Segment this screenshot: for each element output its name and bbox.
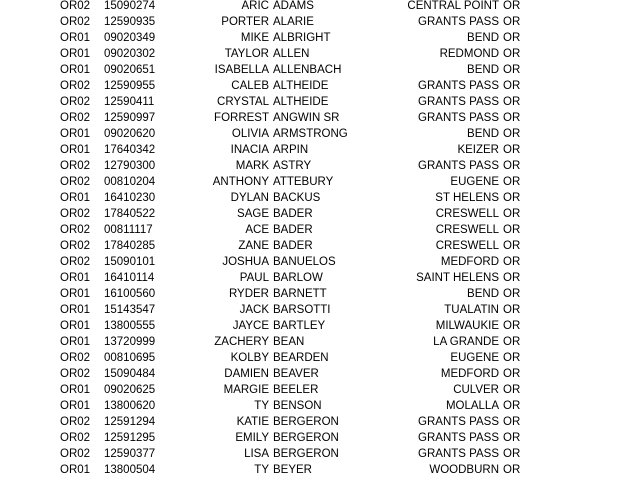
city: ST HELENS (435, 192, 499, 204)
city: CULVER (453, 384, 499, 396)
table-row (0, 94, 640, 110)
member-id: 13720999 (104, 336, 156, 348)
city: CRESWELL (435, 208, 499, 220)
table-row (0, 382, 640, 398)
member-id: 00811117 (104, 224, 153, 236)
first-name: RYDER (228, 288, 269, 300)
state: OR (503, 272, 521, 284)
table-row (0, 142, 640, 158)
last-name: ARMSTRONG (273, 128, 348, 140)
state: OR (503, 80, 521, 92)
region-code: OR01 (60, 304, 91, 316)
region-code: OR02 (60, 96, 91, 108)
region-code: OR01 (60, 32, 91, 44)
city: MOLALLA (445, 400, 499, 412)
city: WOODBURN (429, 464, 499, 476)
city: TUALATIN (444, 304, 499, 316)
member-id: 00810695 (104, 352, 156, 364)
table-row (0, 286, 640, 302)
first-name: INACIA (230, 144, 269, 156)
last-name: ALLENBACH (273, 64, 342, 76)
member-id: 12591295 (104, 432, 156, 444)
member-id: 12591294 (104, 416, 156, 428)
member-id: 12590377 (104, 448, 156, 460)
first-name: ZANE (238, 240, 269, 252)
member-id: 17840522 (104, 208, 156, 220)
member-id: 13800504 (104, 464, 156, 476)
table-row (0, 430, 640, 446)
state: OR (503, 400, 521, 412)
region-code: OR02 (60, 208, 91, 220)
city: GRANTS PASS (418, 160, 499, 172)
city: BEND (467, 32, 499, 44)
table-row (0, 462, 640, 478)
last-name: ALBRIGHT (273, 32, 331, 44)
region-code: OR01 (60, 48, 91, 60)
table-row (0, 190, 640, 206)
table-row (0, 302, 640, 318)
city: LA GRANDE (433, 336, 499, 348)
first-name: MARGIE (223, 384, 269, 396)
region-code: OR02 (60, 352, 91, 364)
table-row (0, 14, 640, 30)
member-id: 12590997 (104, 112, 156, 124)
city: BEND (467, 288, 499, 300)
state: OR (503, 128, 521, 140)
region-code: OR02 (60, 160, 91, 172)
last-name: ANGWIN SR (273, 112, 340, 124)
first-name: TY (254, 464, 269, 476)
first-name: DYLAN (230, 192, 269, 204)
first-name: TY (254, 400, 269, 412)
last-name: ALTHEIDE (273, 96, 329, 108)
city: MILWAUKIE (435, 320, 499, 332)
last-name: BARTLEY (273, 320, 326, 332)
member-id: 13800620 (104, 400, 156, 412)
state: OR (503, 384, 521, 396)
first-name: PAUL (239, 272, 269, 284)
last-name: ALARIE (273, 16, 314, 28)
region-code: OR02 (60, 368, 91, 380)
first-name: JOSHUA (222, 256, 269, 268)
region-code: OR02 (60, 0, 91, 12)
member-id: 09020651 (104, 64, 156, 76)
first-name: ISABELLA (214, 64, 269, 76)
first-name: EMILY (235, 432, 269, 444)
member-id: 09020302 (104, 48, 156, 60)
table-row (0, 318, 640, 334)
city: GRANTS PASS (418, 16, 499, 28)
last-name: BENSON (273, 400, 322, 412)
member-id: 13800555 (104, 320, 156, 332)
state: OR (503, 160, 521, 172)
table-row (0, 46, 640, 62)
first-name: SAGE (237, 208, 269, 220)
region-code: OR02 (60, 16, 91, 28)
last-name: BEARDEN (273, 352, 329, 364)
region-code: OR01 (60, 384, 91, 396)
member-id: 16100560 (104, 288, 156, 300)
first-name: ZACHERY (214, 336, 269, 348)
last-name: BEAN (273, 336, 305, 348)
table-row (0, 174, 640, 190)
region-code: OR02 (60, 112, 91, 124)
table-row (0, 110, 640, 126)
state: OR (503, 240, 521, 252)
last-name: BARNETT (273, 288, 327, 300)
state: OR (503, 32, 521, 44)
city: REDMOND (439, 48, 499, 60)
member-id: 09020625 (104, 384, 156, 396)
member-id: 12590411 (104, 96, 155, 108)
table-row (0, 126, 640, 142)
table-row (0, 62, 640, 78)
state: OR (503, 16, 521, 28)
state: OR (503, 48, 521, 60)
first-name: FORREST (214, 112, 269, 124)
state: OR (503, 64, 521, 76)
state: OR (503, 320, 521, 332)
last-name: BERGERON (273, 432, 339, 444)
region-code: OR02 (60, 176, 91, 188)
city: GRANTS PASS (418, 448, 499, 460)
region-code: OR01 (60, 144, 91, 156)
first-name: CRYSTAL (217, 96, 269, 108)
last-name: BEAVER (273, 368, 319, 380)
member-id: 15090274 (104, 0, 156, 12)
table-row (0, 0, 640, 14)
first-name: KOLBY (230, 352, 269, 364)
last-name: ALLEN (273, 48, 310, 60)
state: OR (503, 208, 521, 220)
state: OR (503, 448, 521, 460)
city: GRANTS PASS (418, 112, 499, 124)
member-id: 16410230 (104, 192, 156, 204)
region-code: OR02 (60, 80, 91, 92)
city: EUGENE (450, 176, 499, 188)
city: GRANTS PASS (418, 416, 499, 428)
state: OR (503, 304, 521, 316)
region-code: OR01 (60, 288, 91, 300)
first-name: JACK (239, 304, 269, 316)
state: OR (503, 368, 521, 380)
table-row (0, 222, 640, 238)
member-id: 15143547 (104, 304, 156, 316)
table-row (0, 366, 640, 382)
city: GRANTS PASS (418, 96, 499, 108)
state: OR (503, 416, 521, 428)
table-row (0, 78, 640, 94)
member-id: 09020620 (104, 128, 156, 140)
last-name: BACKUS (273, 192, 321, 204)
member-id: 17640342 (104, 144, 156, 156)
city: MEDFORD (440, 368, 499, 380)
region-code: OR02 (60, 448, 91, 460)
region-code: OR02 (60, 432, 91, 444)
region-code: OR01 (60, 192, 91, 204)
last-name: BADER (273, 208, 313, 220)
first-name: CALEB (231, 80, 269, 92)
state: OR (503, 224, 521, 236)
region-code: OR01 (60, 336, 91, 348)
state: OR (503, 112, 521, 124)
region-code: OR01 (60, 64, 91, 76)
last-name: ASTRY (273, 160, 312, 172)
last-name: ARPIN (273, 144, 309, 156)
state: OR (503, 336, 521, 348)
first-name: LISA (244, 448, 269, 460)
first-name: JAYCE (232, 320, 269, 332)
last-name: BEYER (273, 464, 312, 476)
first-name: KATIE (236, 416, 269, 428)
member-id: 09020349 (104, 32, 156, 44)
table-row (0, 398, 640, 414)
state: OR (503, 192, 521, 204)
last-name: ALTHEIDE (273, 80, 329, 92)
first-name: ARIC (241, 0, 269, 12)
city: CRESWELL (435, 240, 499, 252)
city: CRESWELL (435, 224, 499, 236)
last-name: BADER (273, 224, 313, 236)
member-id: 15090101 (104, 256, 156, 268)
table-row (0, 238, 640, 254)
region-code: OR01 (60, 464, 91, 476)
first-name: OLIVIA (231, 128, 269, 140)
table-row (0, 158, 640, 174)
region-code: OR02 (60, 240, 91, 252)
state: OR (503, 176, 521, 188)
table-row (0, 206, 640, 222)
city: BEND (467, 128, 499, 140)
city: SAINT HELENS (416, 272, 499, 284)
state: OR (503, 288, 521, 300)
first-name: TAYLOR (224, 48, 269, 60)
city: GRANTS PASS (418, 80, 499, 92)
city: CENTRAL POINT (407, 0, 499, 12)
last-name: BARSOTTI (273, 304, 331, 316)
city: KEIZER (457, 144, 499, 156)
table-row (0, 334, 640, 350)
state: OR (503, 96, 521, 108)
state: OR (503, 0, 521, 12)
state: OR (503, 144, 521, 156)
state: OR (503, 352, 521, 364)
last-name: BARLOW (273, 272, 323, 284)
table-row (0, 350, 640, 366)
last-name: BERGERON (273, 416, 339, 428)
member-id: 00810204 (104, 176, 156, 188)
table-row (0, 270, 640, 286)
last-name: ADAMS (273, 0, 314, 12)
last-name: BANUELOS (273, 256, 336, 268)
first-name: ANTHONY (212, 176, 269, 188)
city: GRANTS PASS (418, 432, 499, 444)
first-name: MARK (235, 160, 269, 172)
member-id: 17840285 (104, 240, 156, 252)
state: OR (503, 432, 521, 444)
region-code: OR01 (60, 128, 91, 140)
first-name: PORTER (221, 16, 269, 28)
region-code: OR02 (60, 224, 91, 236)
table-row (0, 254, 640, 270)
region-code: OR01 (60, 320, 91, 332)
last-name: BADER (273, 240, 313, 252)
table-row (0, 30, 640, 46)
last-name: BEELER (273, 384, 319, 396)
member-id: 15090484 (104, 368, 156, 380)
member-id: 12790300 (104, 160, 156, 172)
first-name: ACE (245, 224, 269, 236)
member-id: 12590955 (104, 80, 156, 92)
last-name: ATTEBURY (273, 176, 334, 188)
member-id: 16410114 (104, 272, 155, 284)
state: OR (503, 256, 521, 268)
first-name: DAMIEN (224, 368, 269, 380)
region-code: OR01 (60, 400, 91, 412)
table-row (0, 414, 640, 430)
table-row (0, 446, 640, 462)
region-code: OR02 (60, 256, 91, 268)
state: OR (503, 464, 521, 476)
city: BEND (467, 64, 499, 76)
first-name: MIKE (240, 32, 269, 44)
region-code: OR02 (60, 416, 91, 428)
city: MEDFORD (440, 256, 499, 268)
member-id: 12590935 (104, 16, 156, 28)
last-name: BERGERON (273, 448, 339, 460)
region-code: OR01 (60, 272, 91, 284)
city: EUGENE (450, 352, 499, 364)
